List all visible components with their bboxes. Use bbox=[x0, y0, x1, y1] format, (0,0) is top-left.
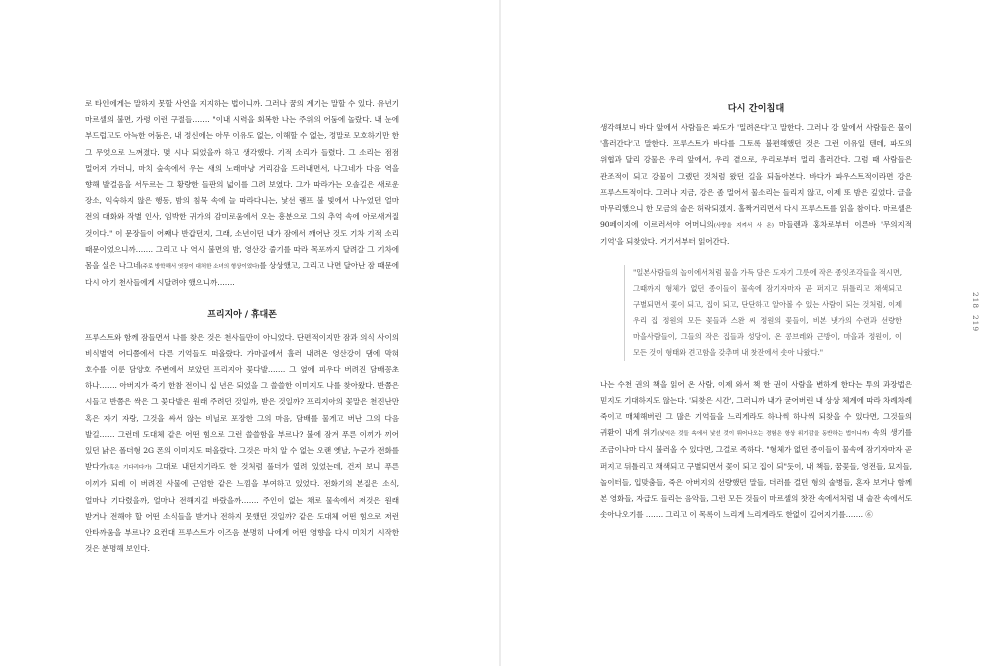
river-text: 생각해보니 바다 앞에서 사람들은 파도가 '밀려온다'고 말한다. 그러나 강 앞에서 사람들은 물이 '흘러간다'고 말한다. 프루스트가 바다를 그토록 불편해했던 것은 그런 이유일 텐데, 파도의 위협과 달리 강물은 우리 앞에서, 우리 곁으로, 우리로부터 멀리 흘러간다. 그럼 때 사람들은 관조적이 되고 강물이 그랬던 것처럼 왔던 길을 되돌아본다. 바다가 파우스트적이라면 강은 프루스트적이다. 그러나 지금, 강은 좀 멀어서 물소리는 들리지 않고, 이제 또 밤은 깊었다. 글을 마무리했으니 한 모금의 술은 허락되겠지. 홀짝거리면서 다시 프루스트를 읽을 참이다. 마르셀은 90페이지에 이르러서야 어머니의 bbox=[600, 123, 912, 230]
page-number-right: 219 bbox=[971, 314, 981, 333]
page-numbers bbox=[967, 291, 984, 342]
right-text-column bbox=[600, 120, 912, 523]
section-title-cot: 다시 간이침대 bbox=[727, 103, 785, 114]
intro-text: 로 타인에게는 말하지 못할 사연을 지지하는 법이니까. 그러나 꿈의 계기는 말할 수 있다. 유년기 마르셀의 불면, 가령 이런 구절들……. "이내 시력을 회복한 나는 주위의 어둠에 놀랐다. 내 눈에 부드럽고도 아늑한 어둠은, 내 정신에는 아무 이유도 없는, 이해할 수 없는, 정말로 모호하기만 한 그 무엇으로 느껴졌다. 몇 시나 되었을까 하고 생각했다. 기적 소리가 들렸다. 그 소리는 점점 멀어져 가더니, 마치 숲속에서 우는 새의 노래마냥 거리감을 드러내면서, 나그네가 다음 역을 향해 발걸음을 서두르는 그 황량한 들판의 넓이를 그려 보였다. 그가 따라가는 오솔길은 새로운 장소, 익숙하지 않은 행동, 밤의 침묵 속에 늘 따라다니는, 낯선 램프 불 빛에서 나누었던 얼마 전의 대화와 작별 인사, 임박한 귀가의 감미로움에서 오는 흥분으로 그의 추억 속에 아로새겨질 것이다." 이 문장들이 어째나 반갑던지, 그래, 소년이던 내가 잠에서 깨어난 것도 기차 기적 소리 때문이었으니까……. 그리고 나 역시 불면의 밤, 영산강 줄기를 따라 목포까지 달려갈 그 기차에 몸을 실은 나그네 bbox=[85, 99, 399, 271]
book-spine bbox=[499, 0, 501, 666]
section-title-freesia: 프리지아 / 휴대폰 bbox=[207, 310, 277, 321]
page-number-left: 218 bbox=[971, 291, 981, 310]
freesia-note: (혹은 기다리다가) bbox=[106, 465, 152, 472]
left-text-column bbox=[85, 96, 399, 557]
proust-quote: "일본사람들의 놀이에서처럼 물을 가득 담은 도자기 그릇에 작은 종잇조각들을 적시면, 그때까지 형체가 없던 종이들이 물속에 잠기자마자 곧 퍼지고 뒤틀리고 채색되고 구별되면서 꽃이 되고, 집이 되고, 단단하고 알아볼 수 있는 사람이 되는 것처럼, 이제 우리 집 정원의 모든 꽃들과 스완 씨 정원의 꽃들이, 비본 냇가의 수련과 선량한 마을사람들이, 그들의 작은 집들과 성당이, 온 콩브레와 근방이, 마을과 정원이, 이 모든 것이 형태와 견고함을 갖추며 내 찻잔에서 솟아 나왔다." bbox=[624, 265, 902, 361]
river-tail: 마들렌과 홍차로부터 이른바 '무의지적 기억'을 되찾았다. 거기서부터 읽어간다. bbox=[600, 220, 912, 247]
closing-note: (낯익은 것들 속에서 낯선 것이 튀어나오는 경험은 항상 위기감을 동반하는 법이니까) bbox=[657, 431, 870, 438]
freesia-text-2: 그대로 내던지기라도 한 것처럼 풀더가 열려 있었는데, 건져 보니 푸른 이끼가 되레 이 버려진 사물에 근엄한 같은 느낌을 부여하고 있었다. 전화기의 본질은 소식, 얼마나 기다렸을까, 얼마나 전해지길 바랐을까……. 주인이 없는 채로 물속에서 저것은 원래 받거나 전해야 할 어떤 소식들을 받거나 전하지 못했던 것일까? 같은 도대체 어떤 힘으로 저런 안타까움을 부르나? 요컨대 프루스트가 이즈음 분명히 나에게 어떤 영향을 다시 미치기 시작한 것은 분명해 보인다. bbox=[85, 462, 400, 554]
river-note: (사랑을 지켜서 사 온) bbox=[713, 223, 774, 230]
closing-paragraph bbox=[600, 377, 912, 524]
freesia-paragraph bbox=[85, 330, 399, 558]
river-paragraph bbox=[600, 120, 912, 251]
intro-note: (주로 방학해서 엿장이 대처한 소녀의 형상이었다) bbox=[140, 264, 260, 271]
intro-paragraph bbox=[85, 96, 399, 291]
closing-tail: 속의 생기를 조금이나마 다시 불러올 수 있다면, 그걸로 족하다. "형체가 없던 종이들이 물속에 잠기자마자 곧 퍼지고 뒤틀리고 채색되고 구별되면서 꽃이 되고 집이 되"듯이, 내 책들, 꿈꽃들, 영전들, 묘지들, 놀이터들, 입맞춤들, 죽은 아버지의 선량했던 말들, 더러를 걸던 형의 술병들, 혼자 보거나 함께 본 영화들, 자급도 들리는 음악들, 그런 모든 것들이 마르셀의 찻잔 속에서처럼 내 술잔 속에서도 솟아나오기를 ……. 그리고 이 목록이 느리게 느리게라도 한없이 길어지기를……. ⑥ bbox=[600, 428, 912, 520]
freesia-text-1: 프루스트와 함께 잠들면서 나를 찾은 것은 천사들만이 아니었다. 단편적이지만 잠과 의식 사이의 비식별역 어디쯤에서 다른 기억들도 떠올랐다. 가마골에서 홀러 내려온 영산강이 댐에 막혀 호수를 이룬 담양호 주변에서 보았던 프리지아 꽃다발……. 그 옆에 피우다 버려진 담배꽁초 하나……. 아버지가 죽기 한참 전이니 십 년은 되었을 그 쓸쓸한 이미지도 나를 찾아왔다. 반쯤은 시들고 반쯤은 싹은 그 꽃다발은 원래 주려던 것일까, 받은 것일까? 프리지아의 꽃말은 천진난만 혹은 자기 자랑, 그것을 싸서 않는 비닐로 포장한 그의 마음, 담배를 물게고 버난 그의 다음 발길…… 그런데 도대체 같은 어떤 힘으로 그런 쓸쓸함을 부르나? 불에 잠겨 푸른 이끼가 끼어 있던 낡은 폴더형 2G 폰의 이미지도 떠올랐다. 그것은 마치 알 수 없는 오랜 옛날, 누군가 전화를 받다가 bbox=[85, 332, 399, 472]
intro-tail: 를 상상했고, 그리고 나면 달아난 잠 때문에 다시 아기 천사들에게 시달려야 했으니까……. bbox=[85, 261, 399, 288]
closing-text: 나는 수천 권의 책을 읽어 온 사람, 이제 와서 책 한 권이 사람을 변하게 한다는 투의 과장법은 믿지도 기대하지도 않는다. '되찾은 시간', 그러니까 내가 굳어버린 내 상상 체계에 따라 차례차례 죽이고 매체해버린 그 많은 기억들을 느리게라도 하나씩 하나씩 되찾을 수 있다면, 그것들의 귀환이 내게 위기 bbox=[600, 379, 912, 438]
